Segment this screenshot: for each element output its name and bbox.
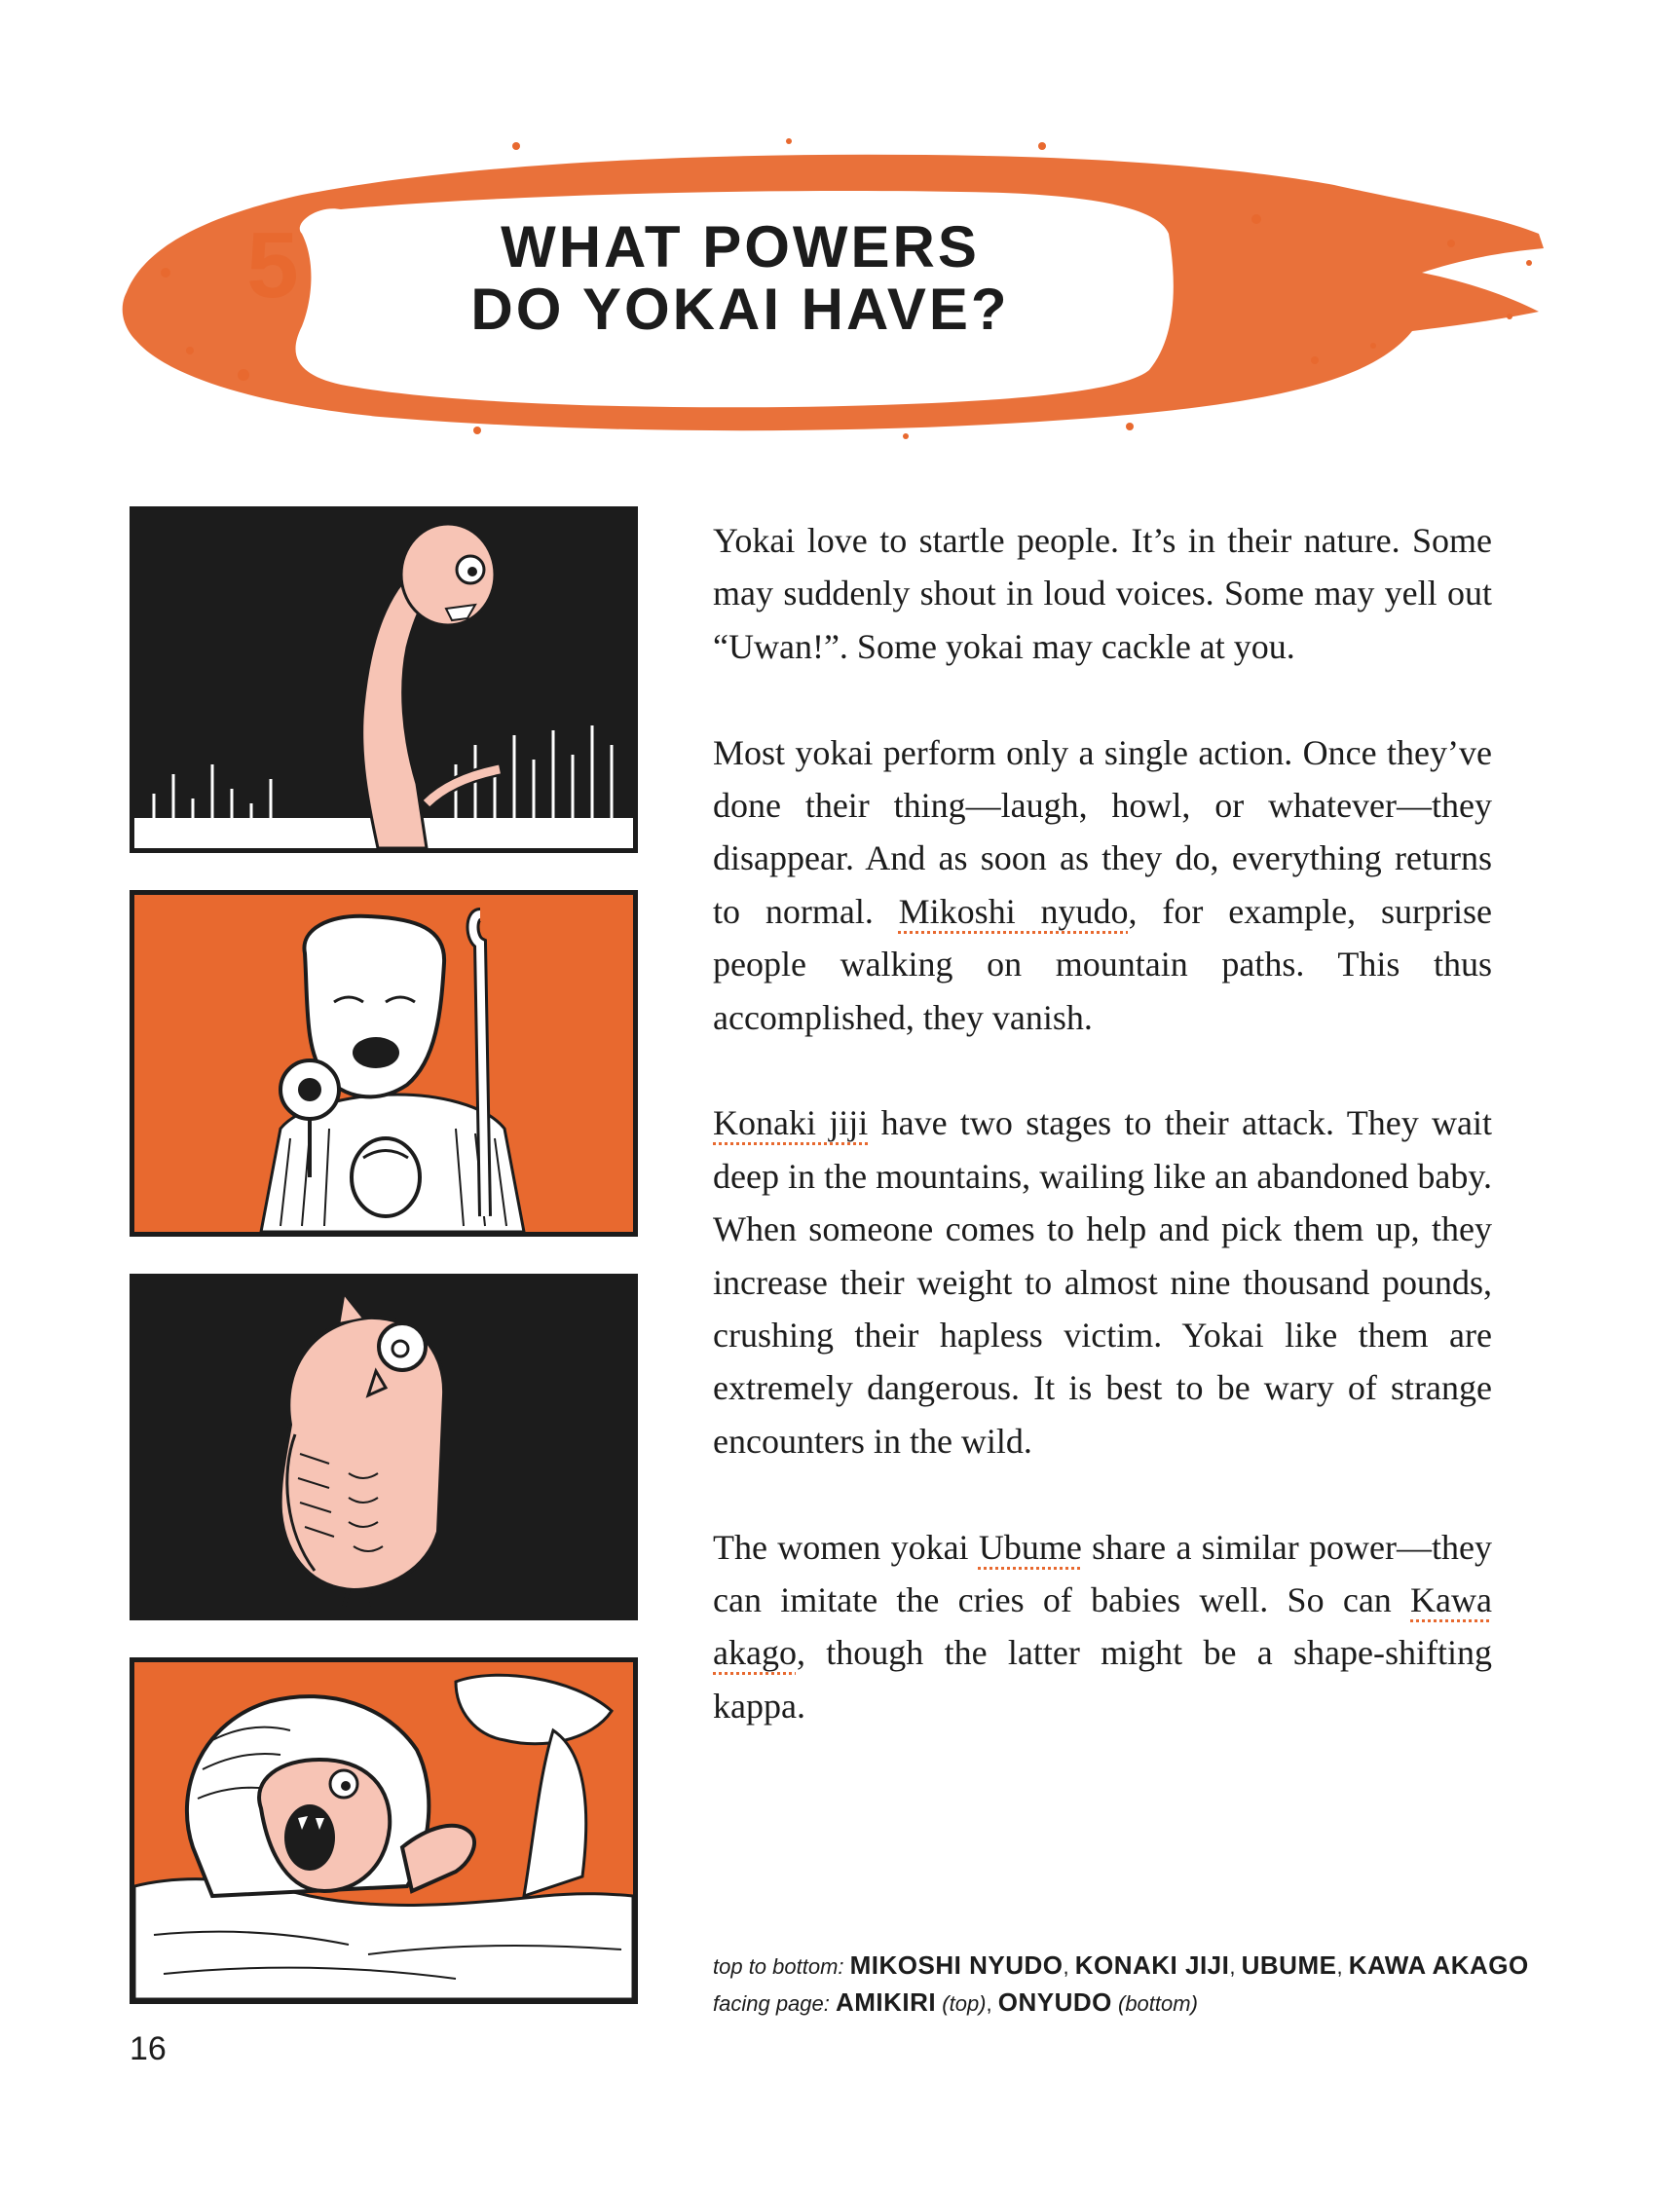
caption-position: (top) <box>936 1991 987 2016</box>
page-number: 16 <box>130 2030 167 2067</box>
paragraph-4-text-a: The women yokai <box>713 1527 979 1567</box>
caption-position: (bottom) <box>1111 1991 1198 2016</box>
caption-separator: , <box>1229 1954 1242 1979</box>
panel-mikoshi-nyudo <box>130 506 638 853</box>
caption-name: KONAKI JIJI <box>1074 1950 1230 1980</box>
caption-name: AMIKIRI <box>835 1987 937 2017</box>
caption-lead-2: facing page: <box>713 1991 836 2016</box>
page-title <box>467 216 1013 341</box>
caption-line-2 <box>713 1985 1531 2022</box>
term-ubume: Ubume <box>978 1527 1082 1567</box>
paragraph-4-text-c: , though the latter might be a shape-shifting kappa. <box>713 1633 1492 1726</box>
caption-name: KAWA AKAGO <box>1348 1950 1529 1980</box>
panel-kawa-akago <box>130 1657 638 2004</box>
caption-line-1 <box>713 1948 1531 1985</box>
paragraph-4-text-b: share a similar power—they can imitate the cries of babies well. So can <box>713 1527 1492 1620</box>
ubume-illustration <box>134 1279 633 1615</box>
paragraph-1: Yokai love to startle people. It’s in their nature. Some may suddenly shout in loud voices. Some may yell out “Uwan!”. Some yokai may cackle at you. <box>713 521 1492 666</box>
paragraph-3 <box>713 1096 1492 1467</box>
konaki-jiji-illustration <box>134 895 633 1232</box>
caption-separator: , <box>1336 1954 1349 1979</box>
caption-name: UBUME <box>1241 1950 1337 1980</box>
paragraph-2 <box>713 726 1492 1044</box>
caption-lead-1: top to bottom: <box>713 1954 850 1979</box>
term-konaki-jiji: Konaki jiji <box>713 1103 869 1143</box>
image-captions <box>713 1948 1531 2022</box>
panel-ubume <box>130 1274 638 1620</box>
caption-name: MIKOSHI NYUDO <box>849 1950 1064 1980</box>
caption-separator: , <box>1063 1954 1075 1979</box>
paragraph-2-text-a: Most yokai perform only a single action. Once they’ve done their thing—laugh, howl, or whatever—they disappear. And as soon as they do, everything returns to normal. <box>713 732 1492 931</box>
paragraph-2-text-b: , for example, surprise people walking on mountain paths. This thus accomplished, they vanish. <box>713 891 1492 1037</box>
term-kawa-akago: Kawa akago <box>713 1580 1492 1673</box>
kawa-akago-illustration <box>134 1662 633 1999</box>
caption-name: ONYUDO <box>997 1987 1112 2017</box>
chapter-number: 5 <box>246 213 299 317</box>
term-mikoshi-nyudo: Mikoshi nyudo <box>898 891 1129 931</box>
caption-separator: , <box>986 1991 998 2016</box>
page-title-line1: WHAT POWERS <box>501 214 980 279</box>
mikoshi-nyudo-illustration <box>134 511 633 848</box>
body-text <box>713 514 1492 1786</box>
page-title-line2: DO YOKAI HAVE? <box>470 277 1010 342</box>
paragraph-3-text-b: have two stages to their attack. They wait deep in the mountains, wailing like an abandoned baby. When someone comes to help and pick them up, they increase their weight to almost nine thousand pounds, crushing their hapless victim. Yokai like them are extremely dangerous. It is best to be wary of strange encounters in the wild. <box>713 1103 1492 1461</box>
paragraph-4 <box>713 1521 1492 1733</box>
panel-konaki-jiji <box>130 890 638 1237</box>
